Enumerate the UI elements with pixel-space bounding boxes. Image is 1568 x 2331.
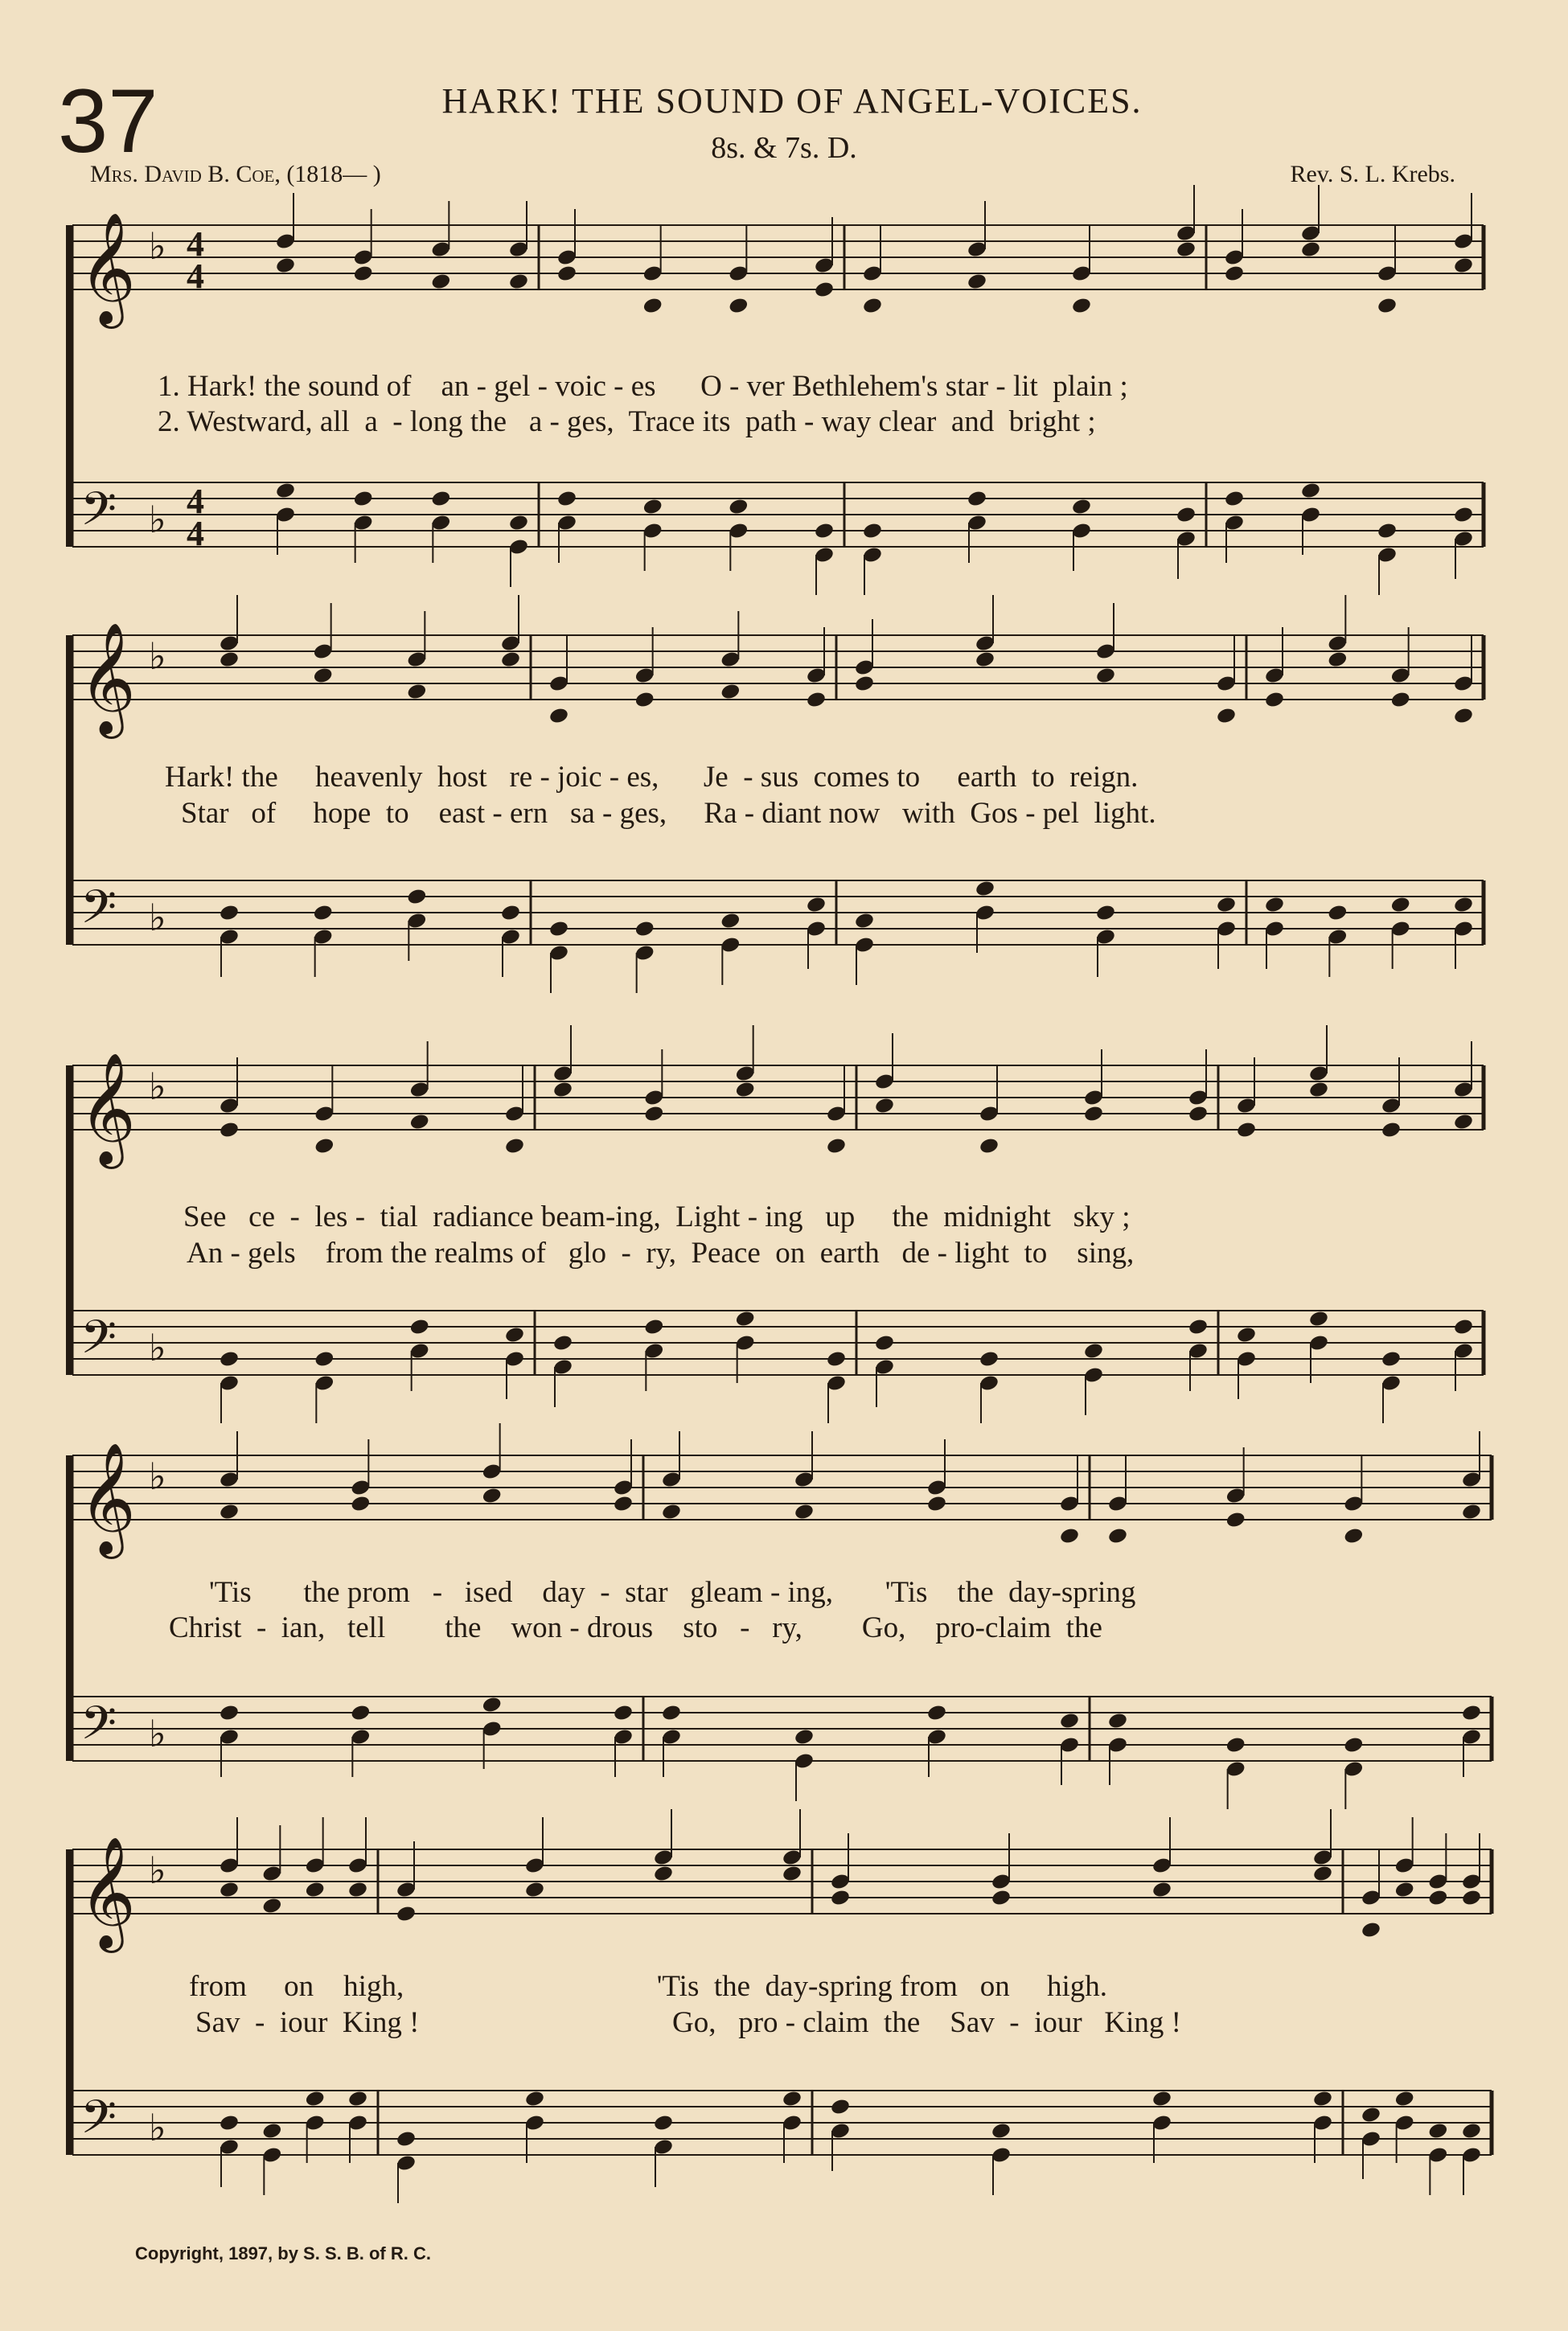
treble-clef-icon: 𝄞 — [79, 1053, 136, 1164]
note-head — [219, 2114, 240, 2132]
note-head — [1236, 1326, 1257, 1344]
note-head — [975, 650, 995, 669]
note-head — [1461, 2122, 1482, 2140]
key-signature-flat-icon: ♭ — [149, 634, 166, 678]
note-head — [219, 1121, 240, 1139]
note-head — [406, 683, 427, 701]
note-head — [1264, 691, 1285, 709]
note-head — [979, 1137, 999, 1155]
note-head — [1390, 691, 1411, 709]
note-head — [406, 888, 427, 906]
treble-clef-icon: 𝄞 — [79, 1443, 136, 1554]
note-head — [926, 1495, 947, 1513]
note-head — [728, 498, 749, 516]
note-head — [1225, 1511, 1246, 1529]
bass-clef-icon: 𝄢 — [80, 880, 117, 946]
note-head — [874, 1334, 895, 1352]
note-head — [830, 1889, 851, 1907]
treble-clef-icon: 𝄞 — [79, 212, 136, 324]
note-head — [1453, 896, 1474, 914]
note-head — [826, 1350, 847, 1369]
note-head — [1224, 490, 1245, 508]
note-head — [1361, 2106, 1381, 2124]
note-head — [261, 1897, 282, 1915]
note-head — [219, 904, 240, 922]
note-head — [1071, 297, 1092, 315]
note-head — [643, 1105, 664, 1123]
note-head — [1461, 1704, 1482, 1722]
note-head — [219, 1350, 240, 1369]
time-signature: 4 — [187, 482, 204, 521]
note-head — [305, 2090, 326, 2108]
note-head — [735, 1081, 756, 1099]
note-head — [313, 904, 334, 922]
bass-clef-icon: 𝄢 — [80, 1696, 117, 1762]
note-head — [430, 490, 451, 508]
note-head — [396, 2130, 417, 2148]
note-head — [1188, 1105, 1209, 1123]
note-head — [275, 482, 296, 500]
note-head — [735, 1310, 756, 1328]
note-head — [1083, 1342, 1104, 1360]
note-head — [1461, 1889, 1482, 1907]
note-head — [1377, 522, 1398, 540]
note-head — [1327, 904, 1348, 922]
note-head — [347, 2090, 368, 2108]
note-head — [1312, 1865, 1333, 1883]
note-head — [854, 912, 875, 930]
system-5-verse-2-lyrics: Sav - iour King ! Go, pro - claim the Sav - iour King ! — [195, 2006, 1181, 2039]
system-4-verse-2-lyrics: Christ - ian, tell the won - drous sto - ry, Go, pro-claim the — [169, 1611, 1102, 1644]
key-signature-flat-icon: ♭ — [149, 498, 166, 541]
note-head — [1071, 498, 1092, 516]
note-head — [1308, 1310, 1329, 1328]
system-4-verse-1-lyrics: 'Tis the prom - ised day - star gleam - ing, 'Tis the day-spring — [209, 1576, 1136, 1609]
note-head — [991, 1889, 1012, 1907]
note-head — [313, 667, 334, 685]
note-head — [613, 1704, 634, 1722]
note-head — [642, 498, 663, 516]
note-head — [1095, 667, 1116, 685]
note-head — [1216, 707, 1237, 725]
bass-clef-icon: 𝄢 — [80, 1310, 117, 1376]
note-head — [1453, 1318, 1474, 1336]
note-head — [409, 1318, 430, 1336]
note-head — [504, 1137, 525, 1155]
treble-clef-icon: 𝄞 — [79, 622, 136, 734]
system-3-verse-2-lyrics: An - gels from the realms of glo - ry, Peace on earth de - light to sing, — [187, 1237, 1135, 1270]
bass-clef-icon: 𝄢 — [80, 482, 117, 548]
note-head — [261, 2122, 282, 2140]
note-head — [642, 297, 663, 315]
note-head — [508, 273, 529, 291]
key-signature-flat-icon: ♭ — [149, 224, 166, 268]
note-head — [1151, 1881, 1172, 1899]
note-head — [1176, 506, 1197, 524]
note-head — [1107, 1712, 1128, 1730]
note-head — [524, 1881, 545, 1899]
note-head — [1083, 1105, 1104, 1123]
note-head — [1453, 707, 1474, 725]
note-head — [1264, 896, 1285, 914]
note-head — [1390, 896, 1411, 914]
note-head — [1300, 482, 1321, 500]
note-head — [1453, 506, 1474, 524]
note-head — [314, 1350, 335, 1369]
note-head — [967, 273, 987, 291]
key-signature-flat-icon: ♭ — [149, 1455, 166, 1498]
note-head — [396, 1905, 417, 1923]
note-head — [482, 1696, 503, 1714]
author-credit: Mrs. David B. Coe, (1818— ) — [90, 161, 381, 187]
note-head — [991, 2122, 1012, 2140]
note-head — [1394, 1881, 1415, 1899]
system-5-brace — [66, 1849, 72, 2155]
note-head — [552, 1081, 573, 1099]
note-head — [830, 2098, 851, 2116]
note-head — [643, 1318, 664, 1336]
note-head — [806, 691, 827, 709]
system-5-verse-1-lyrics: from on high, 'Tis the day-spring from on high. — [189, 1970, 1107, 2003]
note-head — [1216, 896, 1237, 914]
note-head — [720, 683, 741, 701]
system-1-verse-2-lyrics: 2. Westward, all a - long the a - ges, Trace its path - way clear and bright ; — [158, 405, 1096, 438]
note-head — [1312, 2090, 1333, 2108]
key-signature-flat-icon: ♭ — [149, 1849, 166, 1892]
system-3-verse-1-lyrics: See ce - les - tial radiance beam-ing, Light - ing up the midnight sky ; — [183, 1200, 1131, 1233]
system-2-brace — [66, 635, 72, 945]
note-head — [548, 920, 569, 938]
note-head — [1343, 1527, 1364, 1545]
system-2-verse-1-lyrics: Hark! the heavenly host re - joic - es, Je - sus comes to earth to reign. — [165, 761, 1139, 794]
note-head — [1300, 240, 1321, 259]
note-head — [1059, 1712, 1080, 1730]
note-head — [826, 1137, 847, 1155]
hymn-title: HARK! THE SOUND OF ANGEL-VOICES. — [441, 81, 1143, 121]
copyright-notice: Copyright, 1897, by S. S. B. of R. C. — [135, 2243, 431, 2263]
note-head — [814, 522, 835, 540]
note-head — [874, 1097, 895, 1115]
note-head — [275, 256, 296, 275]
note-head — [1361, 1921, 1381, 1939]
note-head — [1394, 2090, 1415, 2108]
note-head — [862, 522, 883, 540]
note-head — [1236, 1121, 1257, 1139]
system-4-brace — [66, 1455, 72, 1761]
note-head — [634, 920, 655, 938]
note-head — [854, 675, 875, 693]
time-signature: 4 — [187, 256, 204, 296]
note-head — [548, 707, 569, 725]
note-head — [782, 2090, 802, 2108]
key-signature-flat-icon: ♭ — [149, 1712, 166, 1755]
note-head — [1225, 1736, 1246, 1754]
note-head — [1427, 2122, 1448, 2140]
note-head — [862, 297, 883, 315]
hymn-number: 37 — [58, 71, 158, 171]
system-3-brace — [66, 1065, 72, 1375]
bass-clef-icon: 𝄢 — [80, 2090, 117, 2156]
note-head — [556, 265, 577, 283]
note-head — [661, 1503, 682, 1521]
note-head — [1461, 1503, 1482, 1521]
key-signature-flat-icon: ♭ — [149, 896, 166, 939]
hymn-meter: 8s. & 7s. D. — [711, 131, 857, 165]
time-signature: 4 — [187, 514, 204, 553]
note-head — [979, 1350, 999, 1369]
note-head — [1427, 1889, 1448, 1907]
note-head — [482, 1487, 503, 1505]
key-signature-flat-icon: ♭ — [149, 2106, 166, 2149]
note-head — [1151, 2090, 1172, 2108]
note-head — [653, 2114, 674, 2132]
treble-clef-icon: 𝄞 — [79, 1836, 136, 1948]
note-head — [1107, 1527, 1128, 1545]
note-head — [350, 1704, 371, 1722]
note-head — [613, 1495, 634, 1513]
note-head — [219, 1704, 240, 1722]
note-head — [814, 281, 835, 299]
note-head — [794, 1503, 815, 1521]
note-head — [552, 1334, 573, 1352]
note-head — [975, 880, 995, 898]
note-head — [556, 490, 577, 508]
composer-credit: Rev. S. L. Krebs. — [1290, 161, 1455, 187]
note-head — [1377, 297, 1398, 315]
note-head — [782, 1865, 802, 1883]
note-head — [353, 265, 374, 283]
note-head — [500, 650, 521, 669]
key-signature-flat-icon: ♭ — [149, 1065, 166, 1108]
note-head — [1381, 1350, 1402, 1369]
note-head — [794, 1728, 815, 1746]
note-head — [1343, 1736, 1364, 1754]
note-head — [1176, 240, 1197, 259]
note-head — [305, 1881, 326, 1899]
system-1-verse-1-lyrics: 1. Hark! the sound of an - gel - voic - es O - ver Bethlehem's star - lit plain ; — [158, 370, 1128, 403]
note-head — [353, 490, 374, 508]
note-head — [720, 912, 741, 930]
note-head — [504, 1326, 525, 1344]
system-1-brace — [66, 225, 72, 547]
note-head — [508, 514, 529, 532]
note-head — [1188, 1318, 1209, 1336]
note-head — [1059, 1527, 1080, 1545]
note-head — [653, 1865, 674, 1883]
note-head — [806, 896, 827, 914]
note-head — [347, 1881, 368, 1899]
note-head — [500, 904, 521, 922]
note-head — [967, 490, 987, 508]
note-head — [314, 1137, 335, 1155]
note-head — [1224, 265, 1245, 283]
note-head — [1308, 1081, 1329, 1099]
note-head — [1381, 1121, 1402, 1139]
note-head — [350, 1495, 371, 1513]
note-head — [409, 1113, 430, 1131]
system-2-verse-2-lyrics: Star of hope to east - ern sa - ges, Ra - diant now with Gos - pel light. — [181, 797, 1156, 830]
note-head — [926, 1704, 947, 1722]
note-head — [1453, 1113, 1474, 1131]
note-head — [661, 1704, 682, 1722]
time-signature: 4 — [187, 224, 204, 264]
note-head — [219, 1881, 240, 1899]
note-head — [219, 1503, 240, 1521]
note-head — [1453, 256, 1474, 275]
key-signature-flat-icon: ♭ — [149, 1326, 166, 1369]
note-head — [1327, 650, 1348, 669]
note-head — [430, 273, 451, 291]
note-head — [728, 297, 749, 315]
note-head — [634, 691, 655, 709]
note-head — [219, 650, 240, 669]
note-head — [1095, 904, 1116, 922]
note-head — [524, 2090, 545, 2108]
